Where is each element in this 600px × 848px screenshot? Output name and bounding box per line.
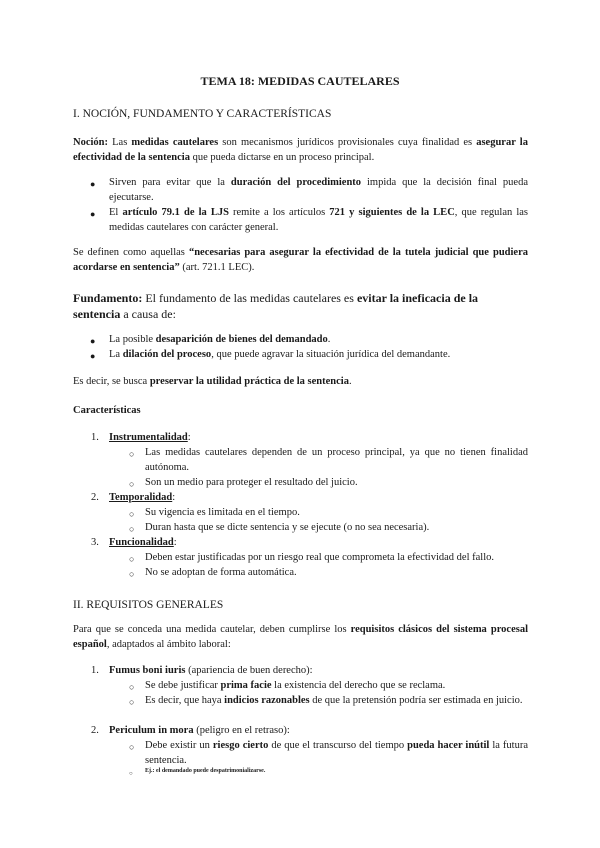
caracteristica-2-item-1: Su vigencia es limitada en el tiempo. <box>145 507 300 518</box>
list-number: 1. <box>91 665 99 676</box>
bullet-icon: ● <box>90 179 96 189</box>
circle-bullet-icon: ○ <box>129 554 135 564</box>
caracteristica-1-item-1: Las medidas cautelares dependen de un proceso principal, ya que no tienen finalidad autónoma. <box>145 447 528 473</box>
section-2-heading: II. REQUISITOS GENERALES <box>73 599 224 611</box>
bullet-icon: ● <box>90 209 96 219</box>
document-title: TEMA 18: MEDIDAS CAUTELARES <box>200 74 400 88</box>
circle-bullet-icon: ○ <box>129 742 135 752</box>
requisito-2: Periculum in mora (peligro en el retraso): <box>109 725 290 736</box>
nocion-bullet-2: El artículo 79.1 de la LJS remite a los artículos 721 y siguientes de la LEC, que regulan las medidas cautelares con carácter general. <box>109 207 528 233</box>
caracteristica-1-item-2: Son un medio para proteger el resultado del juicio. <box>145 477 358 488</box>
fundamento-paragraph: Fundamento: El fundamento de las medidas cautelares es evitar la ineficacia de la sentencia a causa de: <box>73 291 479 321</box>
requisitos-intro-paragraph: Para que se conceda una medida cautelar, deben cumplirse los requisitos clásicos del sistema procesal español, adaptados al ámbito laboral: <box>73 624 528 650</box>
circle-bullet-icon: ○ <box>129 682 135 692</box>
caracteristicas-heading: Características <box>73 405 141 416</box>
list-number: 3. <box>91 537 99 548</box>
requisito-1-item-1: Se debe justificar prima facie la existencia del derecho que se reclama. <box>145 680 446 691</box>
circle-bullet-icon: ○ <box>129 449 135 459</box>
fundamento-bullet-2: La dilación del proceso, que puede agravar la situación jurídica del demandante. <box>109 349 451 360</box>
circle-bullet-icon: ○ <box>129 524 135 534</box>
requisito-1: Fumus boni iuris (apariencia de buen derecho): <box>109 665 313 676</box>
requisito-1-item-2: Es decir, que haya indicios razonables de que la pretensión podría ser estimada en juicio. <box>145 695 523 706</box>
list-number: 2. <box>91 492 99 503</box>
fundamento-bullet-1: La posible desaparición de bienes del demandado. <box>109 334 331 345</box>
caracteristica-3: Funcionalidad: <box>109 537 177 548</box>
requisito-2-item-2: Ej.: el demandado puede despatrimonializarse. <box>145 768 266 774</box>
circle-bullet-icon: ○ <box>129 479 135 489</box>
requisito-2-item-1: Debe existir un riesgo cierto de que el transcurso del tiempo pueda hacer inútil la futura sentencia. <box>145 740 528 766</box>
caracteristica-3-item-2: No se adoptan de forma automática. <box>145 567 297 578</box>
circle-bullet-icon: ○ <box>129 697 135 707</box>
circle-bullet-icon: ○ <box>129 569 135 579</box>
caracteristica-2-item-2: Duran hasta que se dicte sentencia y se ejecute (o no sea necesaria). <box>145 522 430 533</box>
list-number: 1. <box>91 432 99 443</box>
nocion-bullet-1: Sirven para evitar que la duración del procedimiento impida que la decisión final pueda ejecutarse. <box>109 177 528 203</box>
caracteristica-1: Instrumentalidad: <box>109 432 191 443</box>
circle-bullet-icon: ○ <box>129 509 135 519</box>
caracteristica-2: Temporalidad: <box>109 492 176 503</box>
list-number: 2. <box>91 725 99 736</box>
nocion-paragraph: Noción: Las medidas cautelares son mecanismos jurídicos provisionales cuya finalidad es asegurar la efectividad de la sentencia que pueda dictarse en un proceso principal. <box>73 137 528 163</box>
bullet-icon: ● <box>90 351 96 361</box>
bullet-icon: ● <box>90 336 96 346</box>
definition-paragraph: Se definen como aquellas “necesarias para asegurar la efectividad de la tutela judicial que pudiera acordarse en sentencia” (art. 721.1 LEC). <box>73 247 528 273</box>
caracteristica-3-item-1: Deben estar justificadas por un riesgo real que comprometa la efectividad del fallo. <box>145 552 494 563</box>
circle-bullet-icon: ○ <box>129 771 133 777</box>
section-1-heading: I. NOCIÓN, FUNDAMENTO Y CARACTERÍSTICAS <box>73 108 332 120</box>
es-decir-paragraph: Es decir, se busca preservar la utilidad práctica de la sentencia. <box>73 376 352 387</box>
